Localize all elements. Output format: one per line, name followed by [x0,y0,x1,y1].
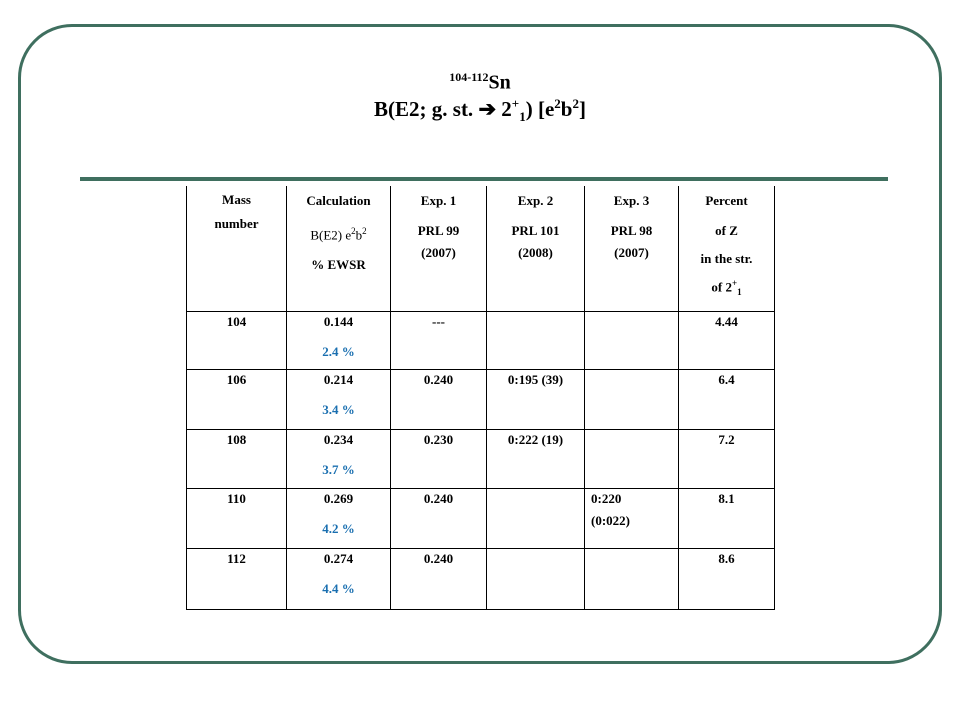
cell-calc: 0.234 3.7 % [287,429,391,488]
table-row [187,311,775,369]
isotope-symbol: Sn [488,71,511,94]
isotope-range: 104-112 [449,70,489,84]
cell-mass: 104 [187,311,287,369]
calc-unit-b-sup: 2 [362,226,367,236]
cell-exp3: 0:220 (0:022) [585,488,679,548]
percent-state-sub: 1 [737,286,742,297]
cell-exp1: 0.240 [391,548,487,609]
cell-exp2 [487,311,585,369]
cell-percent: 8.6 [679,548,775,609]
header-calc [287,186,391,311]
cell-calc: 0.274 4.4 % [287,548,391,609]
header-calc-line1: Calculation [306,193,371,208]
percent-state-prefix: of 2 [711,279,732,295]
cell-percent: 7.2 [679,429,775,488]
cell-exp2: 0:195 (39) [487,369,585,429]
percent-state-sup: + [731,278,738,288]
formula-units-suffix: ] [578,97,586,121]
cell-calc: 0.269 4.2 % [287,488,391,548]
header-exp2-line2: PRL 101 [511,223,560,238]
cell-percent: 4.44 [679,311,775,369]
header-exp2-line1: Exp. 2 [517,193,554,208]
header-percent-line1: Percent [705,193,748,208]
cell-ewsr: 4.4 % [322,580,355,596]
header-exp2-line3: (2008) [518,245,553,260]
header-mass-line1: Mass [222,192,251,207]
formula-units-e-sup: 2 [554,96,561,111]
formula-units-b-sup: 2 [572,96,579,111]
cell-ewsr: 2.4 % [322,343,355,359]
cell-exp1: 0.240 [391,369,487,429]
cell-exp3 [585,429,679,488]
formula-units-prefix: ) [e [525,97,555,121]
cell-ewsr: 4.2 % [322,520,355,536]
cell-percent: 8.1 [679,488,775,548]
header-exp1 [391,186,487,311]
header-percent-line3: in the str. [700,251,753,266]
cell-exp1: 0.230 [391,429,487,488]
formula-units-b: b [560,97,573,121]
header-exp1-line1: Exp. 1 [420,193,457,208]
cell-calc: 0.214 3.4 % [287,369,391,429]
header-exp1-line2: PRL 99 [417,223,460,238]
arrow-icon: ➔ [478,97,497,121]
header-exp3 [585,186,679,311]
cell-mass: 106 [187,369,287,429]
header-row [187,186,775,311]
cell-percent: 6.4 [679,369,775,429]
header-exp3-line3: (2007) [614,245,649,260]
cell-calc: 0.144 2.4 % [287,311,391,369]
cell-mass: 110 [187,488,287,548]
formula-state: 2 [496,97,512,121]
isotope-title [0,70,960,95]
table-row [187,488,775,548]
table-row [187,369,775,429]
header-exp2 [487,186,585,311]
header-mass [187,186,287,311]
header-percent [679,186,775,311]
formula-prefix: B(E2; g. st. [374,97,479,121]
calc-unit-b: b [355,227,363,243]
cell-exp3 [585,369,679,429]
calc-unit-prefix: B(E2) e [310,227,352,243]
header-percent-line4 [679,268,774,301]
cell-exp2 [487,548,585,609]
cell-exp3 [585,311,679,369]
cell-mass: 112 [187,548,287,609]
data-table [186,186,775,610]
cell-mass: 108 [187,429,287,488]
calc-unit-e-sup: 2 [351,226,356,236]
cell-exp2 [487,488,585,548]
cell-ewsr: 3.4 % [322,401,355,417]
title-divider [80,177,888,181]
formula-state-sup: + [511,96,520,111]
cell-exp1: --- [391,311,487,369]
header-calc-line2 [287,216,390,250]
header-exp1-line3: (2007) [421,245,456,260]
cell-ewsr: 3.7 % [322,461,355,477]
header-mass-line2: number [214,216,259,231]
cell-exp1: 0.240 [391,488,487,548]
header-exp3-line1: Exp. 3 [613,193,650,208]
table-row [187,548,775,609]
cell-exp3 [585,548,679,609]
formula-state-sub: 1 [519,109,526,125]
formula-title [0,96,960,125]
table-row [187,429,775,488]
header-exp3-line2: PRL 98 [610,223,653,238]
header-percent-line2: of Z [715,223,738,238]
cell-exp2: 0:222 (19) [487,429,585,488]
header-calc-line3: % EWSR [311,257,366,273]
